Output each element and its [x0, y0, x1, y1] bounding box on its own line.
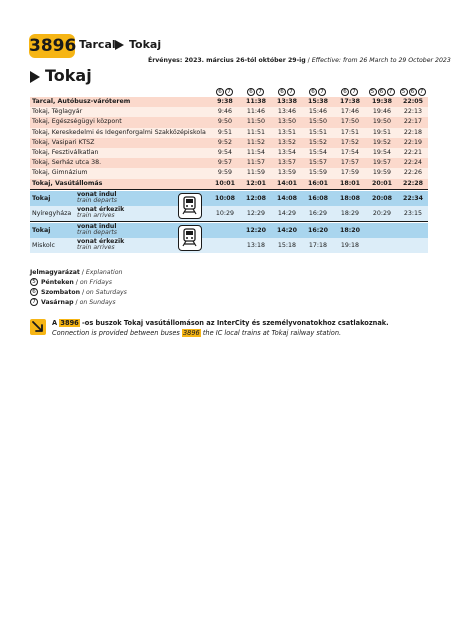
departure-time: 9:38	[217, 98, 233, 105]
legend-item-en: on Fridays	[79, 279, 112, 286]
stop-name: Tarcal, Autóbusz-váróterem	[32, 98, 131, 105]
note-text	[52, 318, 389, 338]
stop-row	[30, 128, 428, 138]
route-origin: Tarcal	[79, 38, 116, 51]
day-circle-7: 7	[318, 88, 326, 96]
departure-time: 17:38	[339, 98, 361, 105]
day-circle-7: 7	[287, 88, 295, 96]
train-arrival-row	[30, 238, 428, 253]
arrow-right-icon	[115, 40, 124, 50]
departure-time: 9:57	[217, 159, 233, 167]
train-departs-label	[77, 192, 117, 205]
arrow-right-icon	[30, 71, 40, 83]
day-circle-6: 6	[216, 88, 224, 96]
departure-time: 11:50	[246, 118, 266, 126]
departure-time: 18:01	[339, 179, 361, 187]
train-arrival-time: 10:29	[215, 209, 235, 217]
departure-time: 22:26	[403, 169, 423, 177]
train-departure-time: 22:34	[402, 194, 424, 202]
departure-time: 19:54	[372, 148, 392, 156]
departure-time: 13:46	[277, 108, 297, 116]
stop-name: Tokaj, Kereskedelmi és Idegenforgalmi Szakközépiskola	[32, 128, 206, 136]
train-arrives-label	[77, 239, 124, 252]
train-departure-time: 18:20	[339, 226, 361, 234]
transfer-arrow-icon	[30, 319, 46, 335]
stop-name: Tokaj, Vasútállomás	[32, 179, 103, 187]
departure-time: 9:46	[217, 108, 233, 116]
train-icon	[178, 193, 202, 219]
departure-time: 11:51	[246, 128, 266, 136]
note-hu-post: -os buszok Tokaj vasútállomáson az InterCity és személyvonatokhoz csatlakoznak.	[79, 319, 389, 327]
stop-name: Tokaj, Egészségügyi központ	[32, 118, 122, 126]
validity-note	[148, 57, 451, 64]
train-departure-time: 12:20	[245, 226, 267, 234]
timetable	[30, 88, 428, 253]
stop-row	[30, 97, 428, 107]
train-arrival-time: 12:29	[246, 209, 266, 217]
train-arrival-time: 15:18	[277, 241, 297, 249]
service-day-marks	[216, 88, 233, 96]
departure-time: 9:59	[217, 169, 233, 177]
departure-time: 9:51	[217, 128, 233, 136]
service-day-marks	[341, 88, 358, 96]
direction-title: Tokaj	[45, 66, 92, 85]
divider	[30, 221, 428, 222]
label-en: train departs	[77, 197, 118, 205]
departure-time: 13:54	[277, 148, 297, 156]
label-en: train arrives	[77, 244, 115, 252]
train-arrival-time: 13:18	[246, 241, 266, 249]
train-arrival-row	[30, 206, 428, 221]
note-en-pre: Connection is provided between buses	[52, 329, 182, 337]
legend-item-hu: Pénteken	[41, 279, 74, 286]
train-departure-time: 16:20	[307, 226, 329, 234]
departure-time: 13:57	[277, 159, 297, 167]
label-hu: vonat indul	[77, 190, 117, 198]
service-day-marks	[247, 88, 264, 96]
day-circle-7: 7	[256, 88, 264, 96]
departure-time: 13:59	[277, 169, 297, 177]
train-connection	[30, 223, 428, 253]
stop-name: Tokaj, Téglagyár	[32, 108, 83, 116]
day-circle-6: 6	[378, 88, 386, 96]
train-arrives-label	[77, 207, 124, 220]
route-header	[29, 34, 429, 58]
day-circle-6: 6	[247, 88, 255, 96]
departure-time: 17:57	[340, 159, 360, 167]
note-hu-pre: A	[52, 319, 60, 327]
departure-time: 22:19	[403, 138, 423, 146]
departure-time: 17:54	[340, 148, 360, 156]
legend-items	[30, 278, 127, 308]
departure-time: 9:54	[217, 148, 233, 156]
train-departure-time: 20:08	[371, 194, 393, 202]
connection-note	[30, 318, 430, 348]
label-en: train departs	[77, 229, 118, 237]
legend	[30, 268, 127, 308]
departure-time: 15:51	[308, 128, 328, 136]
note-en	[52, 328, 389, 338]
departure-time: 12:01	[245, 179, 267, 187]
stop-row	[30, 138, 428, 148]
day-circle-5: 5	[369, 88, 377, 96]
departure-time: 11:38	[245, 98, 267, 105]
stop-name: Tokaj, Gimnázium	[32, 169, 88, 177]
departure-time: 19:50	[372, 118, 392, 126]
departure-time: 17:50	[340, 118, 360, 126]
departure-time: 15:50	[308, 118, 328, 126]
legend-item-hu: Szombaton	[41, 289, 80, 296]
legend-title-en: Explanation	[85, 269, 123, 276]
route-destination: Tokaj	[129, 38, 162, 51]
day-circle-6: 6	[341, 88, 349, 96]
departure-time: 19:52	[372, 138, 392, 146]
service-day-marks	[309, 88, 326, 96]
train-departure-row	[30, 223, 428, 238]
service-days-row	[30, 88, 428, 97]
train-departure-time: 12:08	[245, 194, 267, 202]
day-circle-6: 6	[278, 88, 286, 96]
legend-item: 6 Szombaton / on Saturdays	[30, 288, 127, 298]
train-departure-time: 14:08	[276, 194, 298, 202]
departure-time: 13:38	[276, 98, 298, 105]
departure-time: 16:01	[307, 179, 329, 187]
departure-time: 22:17	[403, 118, 423, 126]
train-arrival-time: 17:18	[308, 241, 328, 249]
label-hu: vonat érkezik	[77, 237, 125, 245]
departure-time: 22:24	[403, 159, 423, 167]
departure-time: 14:01	[276, 179, 298, 187]
departure-time: 17:46	[340, 108, 360, 116]
note-hu-route: 3896	[60, 319, 79, 327]
legend-item-en: on Saturdays	[86, 289, 127, 296]
stop-row	[30, 158, 428, 168]
day-circle-6: 6	[30, 288, 38, 296]
train-icon	[178, 225, 202, 251]
departure-time: 15:46	[308, 108, 328, 116]
divider	[30, 189, 428, 190]
stop-name: Tokaj, Serház utca 38.	[32, 159, 102, 167]
service-day-marks	[400, 88, 426, 96]
departure-time: 20:01	[371, 179, 393, 187]
day-circle-7: 7	[387, 88, 395, 96]
departure-time: 15:54	[308, 148, 328, 156]
departure-time: 9:50	[217, 118, 233, 126]
train-arrival-time: 14:29	[277, 209, 297, 217]
legend-item: 7 Vasárnap / on Sundays	[30, 298, 127, 308]
legend-item-en: on Sundays	[79, 299, 116, 306]
stop-row	[30, 107, 428, 117]
note-en-post: the IC local trains at Tokaj railway station.	[200, 329, 342, 337]
train-arrival-time: 23:15	[403, 209, 423, 217]
departure-time: 22:18	[403, 128, 423, 136]
day-circle-6: 6	[409, 88, 417, 96]
day-circle-6: 6	[309, 88, 317, 96]
departure-time: 19:57	[372, 159, 392, 167]
stop-name: Tokaj, Vasipari KTSZ	[32, 138, 95, 146]
departure-time: 17:51	[340, 128, 360, 136]
train-arrival-time: 18:29	[340, 209, 360, 217]
departure-time: 15:38	[307, 98, 329, 105]
train-connection	[30, 191, 428, 221]
train-departure-station: Tokaj	[32, 194, 51, 202]
train-arrival-time: 16:29	[308, 209, 328, 217]
day-circle-7: 7	[225, 88, 233, 96]
note-hu	[52, 318, 389, 328]
day-circle-5: 5	[30, 278, 38, 286]
departure-time: 17:59	[340, 169, 360, 177]
departure-time: 11:57	[246, 159, 266, 167]
legend-item: 5 Pénteken / on Fridays	[30, 278, 127, 288]
departure-time: 11:59	[246, 169, 266, 177]
departure-time: 19:46	[372, 108, 392, 116]
departure-time: 13:52	[277, 138, 297, 146]
service-day-marks	[278, 88, 295, 96]
departure-time: 22:21	[403, 148, 423, 156]
departure-time: 22:13	[403, 108, 423, 116]
train-departure-row	[30, 191, 428, 206]
departure-time: 11:52	[246, 138, 266, 146]
legend-title: Jelmagyarázat / Explanation	[30, 269, 123, 276]
label-hu: vonat indul	[77, 222, 117, 230]
label-en: train arrives	[77, 212, 115, 220]
train-departure-station: Tokaj	[32, 226, 51, 234]
train-arrival-station: Miskolc	[32, 241, 55, 249]
route-number-badge: 3896	[29, 36, 77, 56]
note-en-route: 3896	[182, 329, 200, 337]
legend-title-hu: Jelmagyarázat	[30, 269, 80, 276]
stop-row	[30, 148, 428, 158]
bus-stops	[30, 97, 428, 189]
service-day-marks	[369, 88, 395, 96]
day-circle-7: 7	[418, 88, 426, 96]
departure-time: 11:54	[246, 148, 266, 156]
validity-en: Effective: from 26 March to 29 October 2023	[311, 57, 451, 64]
departure-time: 19:51	[372, 128, 392, 136]
train-arrival-time: 20:29	[372, 209, 392, 217]
departure-time: 11:46	[246, 108, 266, 116]
stop-name: Tokaj, Fesztiválkatlan	[32, 148, 99, 156]
label-hu: vonat érkezik	[77, 205, 125, 213]
stop-row	[30, 168, 428, 178]
train-connections	[30, 189, 428, 253]
stop-row	[30, 117, 428, 127]
train-arrival-station: Nyíregyháza	[32, 209, 72, 217]
departure-time: 15:57	[308, 159, 328, 167]
validity-separator: /	[305, 57, 312, 64]
stop-row	[30, 179, 428, 189]
departure-time: 17:52	[340, 138, 360, 146]
train-departure-time: 18:08	[339, 194, 361, 202]
legend-item-hu: Vasárnap	[41, 299, 74, 306]
day-circle-5: 5	[400, 88, 408, 96]
departure-time: 9:52	[217, 138, 233, 146]
departure-time: 19:59	[372, 169, 392, 177]
departure-time: 22:05	[402, 98, 424, 105]
departure-time: 10:01	[214, 179, 236, 187]
train-departure-time: 10:08	[214, 194, 236, 202]
departure-time: 13:50	[277, 118, 297, 126]
departure-time: 15:52	[308, 138, 328, 146]
departure-time: 22:28	[402, 179, 424, 187]
train-departure-time: 16:08	[307, 194, 329, 202]
day-circle-7: 7	[350, 88, 358, 96]
departure-time: 19:38	[371, 98, 393, 105]
validity-hu: Érvényes: 2023. március 26-tól október 29-ig	[148, 57, 306, 64]
day-circle-7: 7	[30, 298, 38, 306]
train-departs-label	[77, 224, 117, 237]
departure-time: 15:59	[308, 169, 328, 177]
train-arrival-time: 19:18	[340, 241, 360, 249]
train-departure-time: 14:20	[276, 226, 298, 234]
departure-time: 13:51	[277, 128, 297, 136]
